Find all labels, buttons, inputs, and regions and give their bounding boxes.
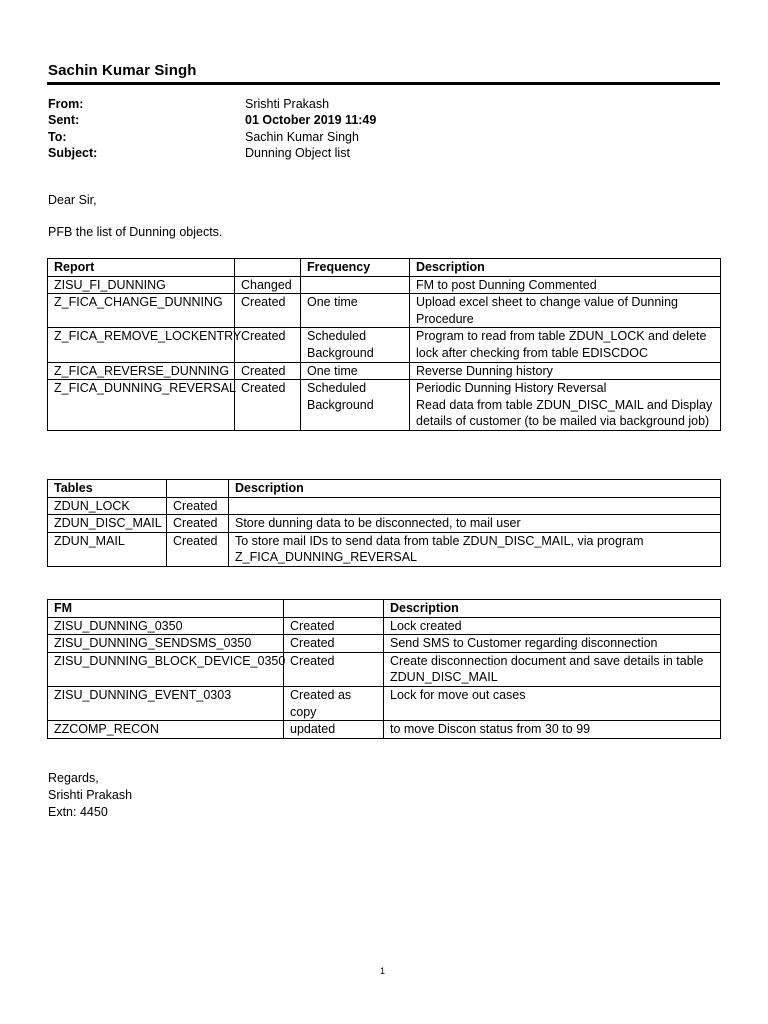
status-cell: Created — [284, 652, 384, 686]
table-name-cell: ZDUN_LOCK — [48, 497, 167, 515]
description-cell: Upload excel sheet to change value of Dunning Procedure — [410, 294, 721, 328]
status-cell: Created — [167, 532, 229, 566]
table-row — [48, 294, 721, 328]
report-name-cell: Z_FICA_REVERSE_DUNNING — [48, 362, 235, 380]
description-line: Periodic Dunning History Reversal — [416, 381, 607, 396]
fm-table-header — [48, 600, 721, 618]
header-cell: Frequency — [301, 259, 410, 277]
table-row — [48, 686, 721, 720]
description-line: Read data from table ZDUN_DISC_MAIL and Display details of customer (to be mailed via background job) — [416, 397, 713, 429]
status-cell: Created — [235, 294, 301, 328]
report-name-cell: Z_FICA_CHANGE_DUNNING — [48, 294, 235, 328]
status-cell: Created — [284, 617, 384, 635]
description-cell: Reverse Dunning history — [410, 362, 721, 380]
description-cell: Create disconnection document and save details in table ZDUN_DISC_MAIL — [384, 652, 721, 686]
closing-line: Regards, — [48, 771, 99, 785]
table-row — [48, 380, 721, 431]
header-cell — [167, 480, 229, 498]
fm-name-cell: ZZCOMP_RECON — [48, 721, 284, 739]
table-row — [48, 635, 721, 653]
frequency-cell: One time — [301, 362, 410, 380]
table-row — [48, 532, 721, 566]
sent-value: 01 October 2019 11:49 — [245, 113, 377, 128]
description-cell: FM to post Dunning Commented — [410, 276, 721, 294]
table-row — [48, 497, 721, 515]
frequency-cell — [301, 276, 410, 294]
signature-block — [48, 770, 132, 821]
to-value: Sachin Kumar Singh — [245, 129, 359, 144]
greeting: Dear Sir, — [48, 193, 97, 207]
header-rule — [47, 82, 720, 85]
table-row — [48, 276, 721, 294]
frequency-cell: Scheduled Background — [301, 380, 410, 431]
table-name-cell: ZDUN_MAIL — [48, 532, 167, 566]
status-cell: Created — [235, 380, 301, 431]
table-row — [48, 652, 721, 686]
to-label: To: — [48, 129, 67, 144]
description-cell: Send SMS to Customer regarding disconnection — [384, 635, 721, 653]
tables-table-header — [48, 480, 721, 498]
header-cell: Tables — [48, 480, 167, 498]
frequency-cell: One time — [301, 294, 410, 328]
description-cell: Program to read from table ZDUN_LOCK and delete lock after checking from table EDISCDOC — [410, 328, 721, 362]
table-row — [48, 617, 721, 635]
frequency-cell: Scheduled Background — [301, 328, 410, 362]
description-cell: to move Discon status from 30 to 99 — [384, 721, 721, 739]
status-cell: Created — [167, 515, 229, 533]
description-cell — [410, 380, 721, 431]
status-cell: Created — [167, 497, 229, 515]
report-table-header — [48, 259, 721, 277]
fm-name-cell: ZISU_DUNNING_EVENT_0303 — [48, 686, 284, 720]
description-cell: Store dunning data to be disconnected, to mail user — [229, 515, 721, 533]
header-cell: Description — [410, 259, 721, 277]
table-row — [48, 515, 721, 533]
header-cell: Description — [384, 600, 721, 618]
status-cell: updated — [284, 721, 384, 739]
report-name-cell: Z_FICA_REMOVE_LOCKENTRY — [48, 328, 235, 362]
subject-value: Dunning Object list — [245, 145, 350, 160]
header-cell: Report — [48, 259, 235, 277]
fm-name-cell: ZISU_DUNNING_0350 — [48, 617, 284, 635]
description-cell: Lock for move out cases — [384, 686, 721, 720]
description-cell — [229, 497, 721, 515]
fm-name-cell: ZISU_DUNNING_SENDSMS_0350 — [48, 635, 284, 653]
header-cell — [284, 600, 384, 618]
sent-label: Sent: — [48, 113, 80, 128]
sender-name: Srishti Prakash — [48, 788, 133, 802]
fm-name-cell: ZISU_DUNNING_BLOCK_DEVICE_0350 — [48, 652, 284, 686]
table-row — [48, 362, 721, 380]
mailbox-owner-name: Sachin Kumar Singh — [48, 62, 197, 79]
report-name-cell: Z_FICA_DUNNING_REVERSAL — [48, 380, 235, 431]
from-value: Srishti Prakash — [245, 97, 330, 111]
description-cell: Lock created — [384, 617, 721, 635]
status-cell: Created — [284, 635, 384, 653]
table-row — [48, 328, 721, 362]
description-cell: To store mail IDs to send data from table ZDUN_DISC_MAIL, via program Z_FICA_DUNNING_REVERSAL — [229, 532, 721, 566]
report-table — [47, 258, 721, 431]
status-cell: Created as copy — [284, 686, 384, 720]
status-cell: Created — [235, 328, 301, 362]
from-label: From: — [48, 97, 84, 111]
header-cell: FM — [48, 600, 284, 618]
status-cell: Changed — [235, 276, 301, 294]
intro-text: PFB the list of Dunning objects. — [48, 225, 223, 239]
page-number: 1 — [380, 966, 386, 976]
report-name-cell: ZISU_FI_DUNNING — [48, 276, 235, 294]
header-cell — [235, 259, 301, 277]
fm-table — [47, 599, 721, 739]
table-row — [48, 721, 721, 739]
table-name-cell: ZDUN_DISC_MAIL — [48, 515, 167, 533]
tables-table — [47, 479, 721, 567]
sender-extension: Extn: 4450 — [48, 805, 108, 819]
subject-label: Subject: — [48, 145, 98, 160]
header-cell: Description — [229, 480, 721, 498]
status-cell: Created — [235, 362, 301, 380]
